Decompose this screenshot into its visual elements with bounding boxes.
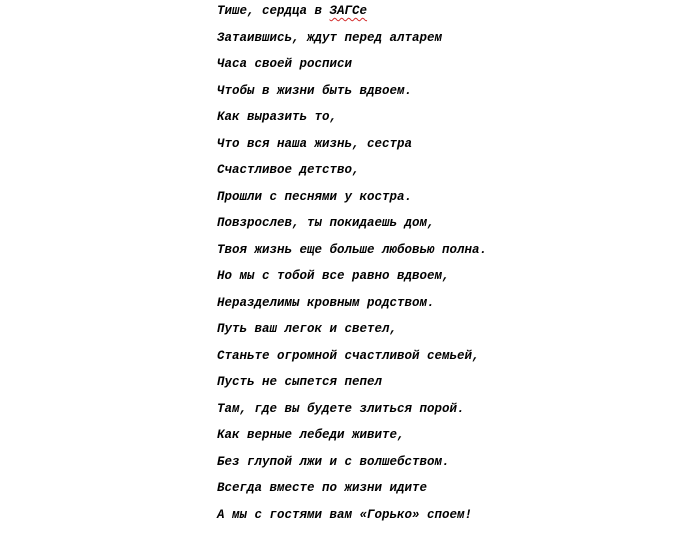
poem-line: Станьте огромной счастливой семьей, <box>217 348 480 363</box>
poem-line: Прошли с песнями у костра. <box>217 189 413 204</box>
poem-line-text: Тише, сердца в <box>217 4 330 18</box>
poem-line: Но мы с тобой все равно вдвоем, <box>217 269 450 283</box>
poem-line: Путь ваш легок и светел, <box>217 322 398 336</box>
poem-line: Без глупой лжи и с волшебством. <box>217 454 450 469</box>
poem-line: Пусть не сыпется пепел <box>217 375 383 389</box>
poem-line: Чтобы в жизни быть вдвоем. <box>217 83 413 98</box>
poem-line: Всегда вместе по жизни идите <box>217 481 428 495</box>
poem-line: Как выразить то, <box>217 110 338 124</box>
poem-line: Повзрослев, ты покидаешь дом, <box>217 216 435 230</box>
poem-line: Счастливое детство, <box>217 163 360 177</box>
poem-line: Твоя жизнь еще больше любовью полна. <box>217 242 488 257</box>
poem-line: Часа своей росписи <box>217 57 353 71</box>
poem-line: Там, где вы будете злиться порой. <box>217 401 465 416</box>
poem-line: Как верные лебеди живите, <box>217 428 405 442</box>
poem-line <box>217 3 487 30</box>
poem-line: А мы с гостями вам «Горько» споем! <box>217 507 473 522</box>
poem-line: Неразделимы кровным родством. <box>217 295 435 310</box>
spellcheck-flagged-word[interactable]: ЗАГСе <box>329 4 368 18</box>
poem-line: Затаившись, ждут перед алтарем <box>217 30 443 45</box>
poem-text <box>217 3 487 533</box>
poem-line: Что вся наша жизнь, сестра <box>217 136 413 151</box>
